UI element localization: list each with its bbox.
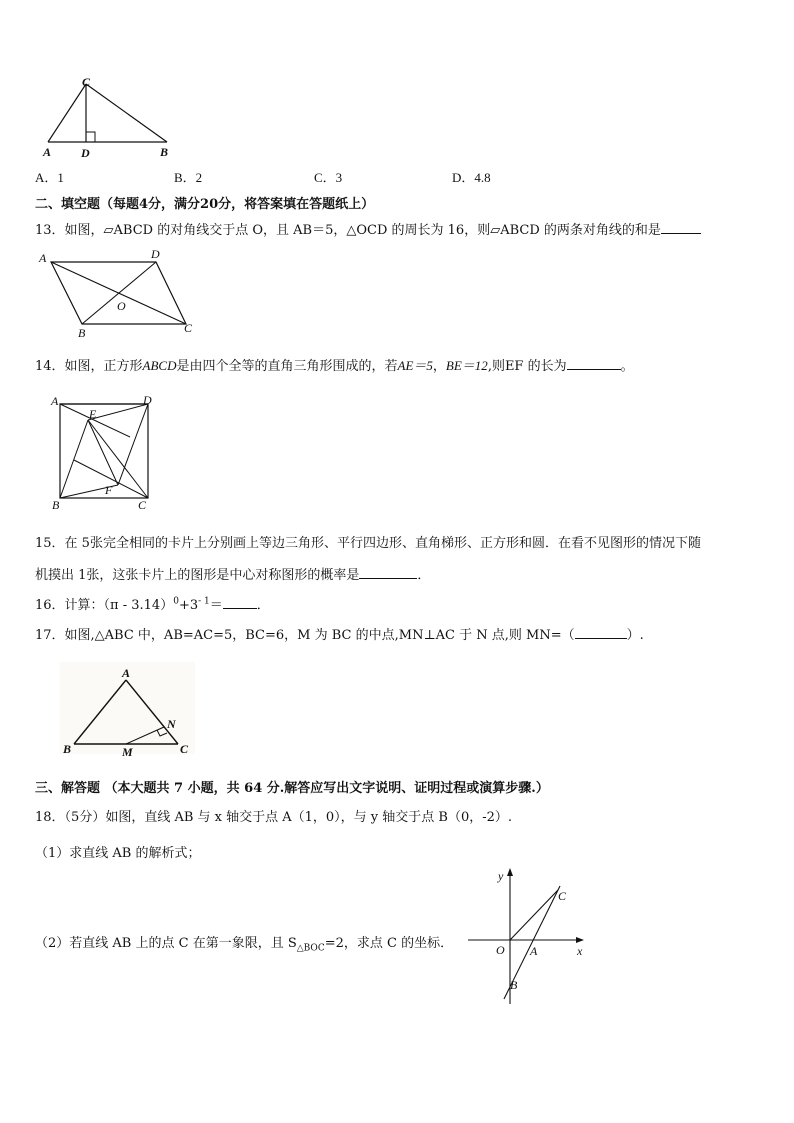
q16-exp-0: 0 bbox=[173, 596, 179, 607]
q15-answer-blank[interactable] bbox=[359, 566, 417, 579]
q12-option-a: A．1 bbox=[35, 170, 64, 185]
q12-label-d: D bbox=[81, 146, 90, 160]
question-18: 18．（5分）如图，直线 AB 与 x 轴交于点 A（1，0），与 y 轴交于点 B（0，-2）. bbox=[35, 810, 513, 825]
q13-answer-blank[interactable] bbox=[661, 221, 701, 234]
q12-label-c: C bbox=[82, 75, 91, 89]
q12-label-a: A bbox=[43, 145, 52, 159]
question-16 bbox=[35, 594, 270, 613]
q15-line-2 bbox=[35, 564, 430, 583]
q14-ae: AE＝5 bbox=[397, 358, 433, 373]
q18-label-y: y bbox=[498, 869, 504, 883]
q18-label-x: x bbox=[577, 944, 583, 958]
q14-label-c: C bbox=[138, 498, 147, 512]
q14-be: BE＝12 bbox=[445, 358, 488, 373]
question-14 bbox=[35, 355, 634, 374]
q17-triangle-figure bbox=[60, 662, 200, 758]
q15-line-2-text: 机摸出 1张，这张卡片上的图形是中心对称图形的概率是 bbox=[35, 568, 360, 583]
q17-label-a: A bbox=[122, 666, 131, 680]
q15-end: ． bbox=[417, 568, 431, 583]
q18-part-2 bbox=[35, 932, 453, 954]
q14-abcd: ABCD bbox=[142, 358, 177, 373]
q17-answer-blank[interactable] bbox=[575, 626, 627, 639]
q18-label-c: C bbox=[558, 889, 567, 903]
q17-label-n: N bbox=[167, 717, 176, 731]
q17-label-b: B bbox=[63, 742, 72, 756]
q13-parallelogram-figure bbox=[36, 246, 206, 341]
q14-label-f: F bbox=[105, 483, 113, 497]
q14-end: 。 bbox=[620, 359, 634, 374]
q17-end: ）. bbox=[626, 628, 644, 643]
q14-label-b: B bbox=[52, 498, 60, 512]
q12-option-d: D．4.8 bbox=[452, 170, 491, 185]
q16-prefix: 16．计算：（π - 3.14） bbox=[35, 598, 174, 613]
q13-label-b: B bbox=[78, 326, 86, 340]
q18-label-b: B bbox=[510, 978, 518, 992]
q14-label-d: D bbox=[143, 393, 152, 407]
q18-part-2-sub: △BOC bbox=[296, 943, 325, 954]
q14-sep: ， bbox=[432, 359, 446, 374]
q12-option-c: C．3 bbox=[314, 170, 343, 185]
q16-suffix: ＝ bbox=[209, 598, 223, 613]
q18-part-2-suffix: =2，求点 C 的坐标． bbox=[324, 936, 454, 951]
question-17 bbox=[35, 624, 644, 643]
q16-end: ． bbox=[256, 598, 270, 613]
q14-mid: 是由四个全等的直角三角形围成的，若 bbox=[176, 359, 398, 374]
q18-part-2-prefix: （2）若直线 AB 上的点 C 在第一象限，且 S bbox=[35, 936, 297, 951]
q18-part-1: （1）求直线 AB 的解析式； bbox=[35, 846, 201, 861]
q17-label-c: C bbox=[180, 742, 189, 756]
q14-prefix: 14．如图，正方形 bbox=[35, 359, 143, 374]
q14-answer-blank[interactable] bbox=[567, 357, 621, 370]
q12-triangle-figure bbox=[40, 76, 180, 161]
q14-label-e: E bbox=[89, 407, 97, 421]
q13-label-c: C bbox=[184, 321, 193, 335]
q13-text: 13．如图，▱ABCD 的对角线交于点 O，且 AB＝5，△OCD 的周长为 16，则▱ABCD 的两条对角线的和是 bbox=[35, 223, 661, 238]
q18-coordinate-figure bbox=[462, 864, 592, 1009]
q15-line-1: 15．在 5张完全相同的卡片上分别画上等边三角形、平行四边形、直角梯形、正方形和圆．在看不见图形的情况下随 bbox=[35, 536, 701, 551]
q16-exp-neg1: - 1 bbox=[198, 596, 210, 607]
q12-label-b: B bbox=[160, 145, 169, 159]
q17-text: 17．如图,△ABC 中，AB=AC=5，BC=6，M 为 BC 的中点,MN⊥AC 于 N 点,则 MN=（ bbox=[35, 628, 575, 643]
q16-mid: +3 bbox=[178, 598, 199, 613]
question-13 bbox=[35, 219, 701, 238]
q13-label-d: D bbox=[151, 247, 160, 261]
q17-label-m: M bbox=[122, 745, 133, 759]
section-2-title: 二、填空题（每题4分，满分20分，将答案填在答题纸上） bbox=[35, 197, 375, 212]
q13-label-a: A bbox=[39, 251, 47, 265]
q18-label-a: A bbox=[530, 944, 538, 958]
q14-label-a: A bbox=[51, 394, 59, 408]
section-3-title: 三、解答题 （本大题共 7 小题，共 64 分.解答应写出文字说明、证明过程或演算步骤.） bbox=[35, 781, 549, 796]
q14-square-figure bbox=[48, 390, 163, 515]
q16-answer-blank[interactable] bbox=[223, 596, 257, 609]
q13-label-o: O bbox=[117, 299, 126, 313]
q14-suffix: ,则EF 的长为 bbox=[487, 359, 567, 374]
q12-option-b: B．2 bbox=[174, 170, 203, 185]
q18-label-o: O bbox=[496, 943, 505, 957]
